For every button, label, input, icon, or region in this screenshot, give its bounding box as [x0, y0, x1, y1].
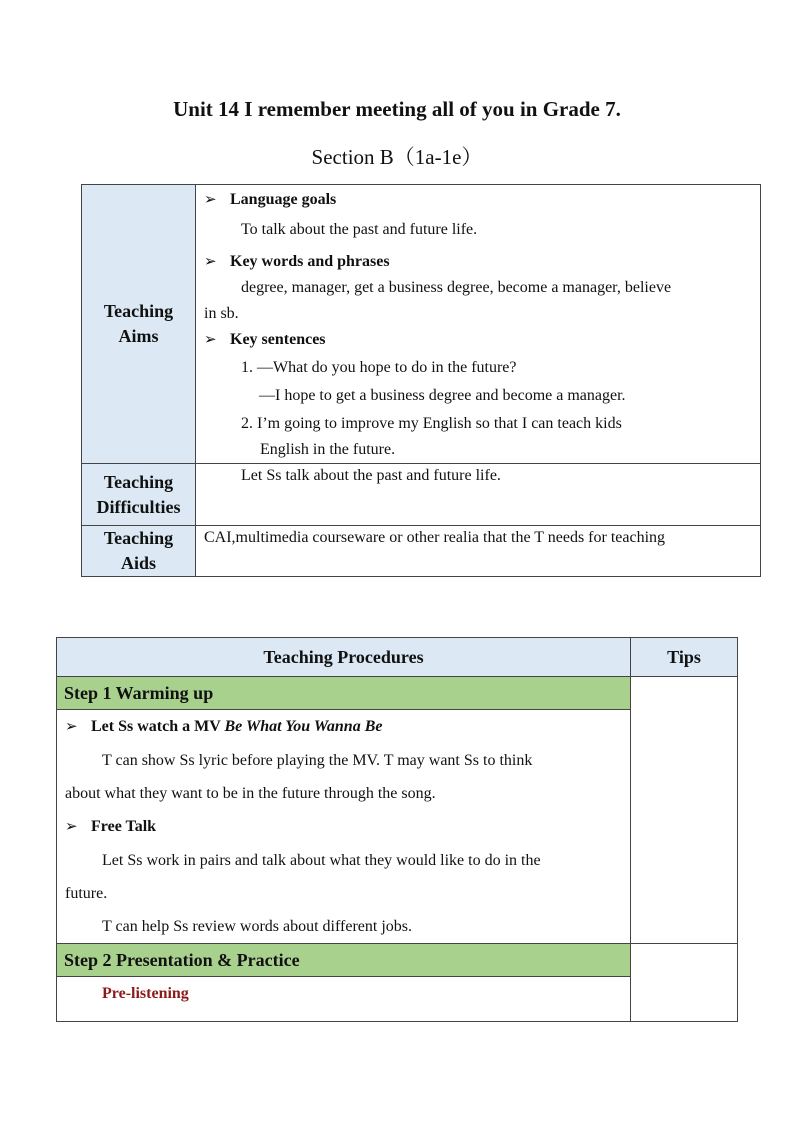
sentence-2-line-1: 2. I’m going to improve my English so that I can teach kids — [241, 415, 622, 432]
sentence-2-line-2: English in the future. — [260, 441, 396, 458]
paragraph: future. — [65, 885, 108, 902]
step-row — [57, 944, 738, 977]
teaching-procedures-header: Teaching Procedures — [57, 638, 631, 677]
paragraph: Let Ss work in pairs and talk about what they would like to do in the — [102, 852, 541, 869]
step-1-heading: Step 1 Warming up — [57, 677, 631, 710]
step-1-content — [57, 710, 631, 944]
sentence-1-answer: —I hope to get a business degree and become a manager. — [259, 387, 626, 404]
teaching-aims-label: Teaching Aims — [82, 185, 196, 464]
difficulties-row — [82, 464, 761, 526]
aids-row — [82, 526, 761, 577]
teaching-aims-content — [196, 185, 761, 464]
arrowhead-bullet-icon: ➢ — [204, 254, 217, 270]
document-title: Unit 14 I remember meeting all of you in Grade 7. — [173, 97, 621, 121]
teaching-aims-table — [81, 184, 761, 577]
list-item: ➢ Key sentences — [204, 327, 752, 353]
list-item: ➢ Let Ss watch a MV Be What You Wanna Be — [65, 710, 622, 744]
language-goals-text: To talk about the past and future life. — [241, 221, 478, 238]
document-subtitle: Section B（1a-1e） — [311, 145, 483, 169]
paragraph: T can help Ss review words about different jobs. — [102, 918, 413, 935]
key-words-text-cont: in sb. — [204, 305, 239, 322]
tips-cell — [631, 677, 738, 944]
step-row — [57, 677, 738, 710]
procedures-header-row — [57, 638, 738, 677]
arrowhead-bullet-icon: ➢ — [65, 719, 78, 735]
arrowhead-bullet-icon: ➢ — [204, 332, 217, 348]
arrowhead-bullet-icon: ➢ — [65, 819, 78, 835]
teaching-difficulties-content: Let Ss talk about the past and future life. — [196, 464, 761, 526]
teaching-aids-label: Teaching Aids — [82, 526, 196, 577]
tips-cell — [631, 944, 738, 1022]
aims-row — [82, 185, 761, 464]
key-words-text: degree, manager, get a business degree, become a manager, believe — [241, 279, 672, 296]
step-2-heading: Step 2 Presentation & Practice — [57, 944, 631, 977]
paragraph: T can show Ss lyric before playing the MV. T may want Ss to think — [102, 752, 533, 769]
teaching-difficulties-label: Teaching Difficulties — [82, 464, 196, 526]
step-2-content — [57, 977, 631, 1022]
arrowhead-bullet-icon: ➢ — [204, 192, 217, 208]
teaching-aids-content: CAI,multimedia courseware or other realia that the T needs for teaching — [196, 526, 761, 577]
teaching-procedures-table — [56, 637, 738, 1022]
sentence-1-question: 1. —What do you hope to do in the future? — [241, 359, 517, 376]
pre-listening-heading: Pre-listening — [102, 985, 189, 1002]
paragraph: about what they want to be in the future through the song. — [65, 785, 436, 802]
list-item: ➢ Language goals — [204, 187, 752, 213]
song-title: Be What You Wanna Be — [224, 718, 383, 735]
tips-header: Tips — [631, 638, 738, 677]
list-item: ➢ Key words and phrases — [204, 249, 752, 275]
list-item: ➢ Free Talk — [65, 810, 622, 844]
